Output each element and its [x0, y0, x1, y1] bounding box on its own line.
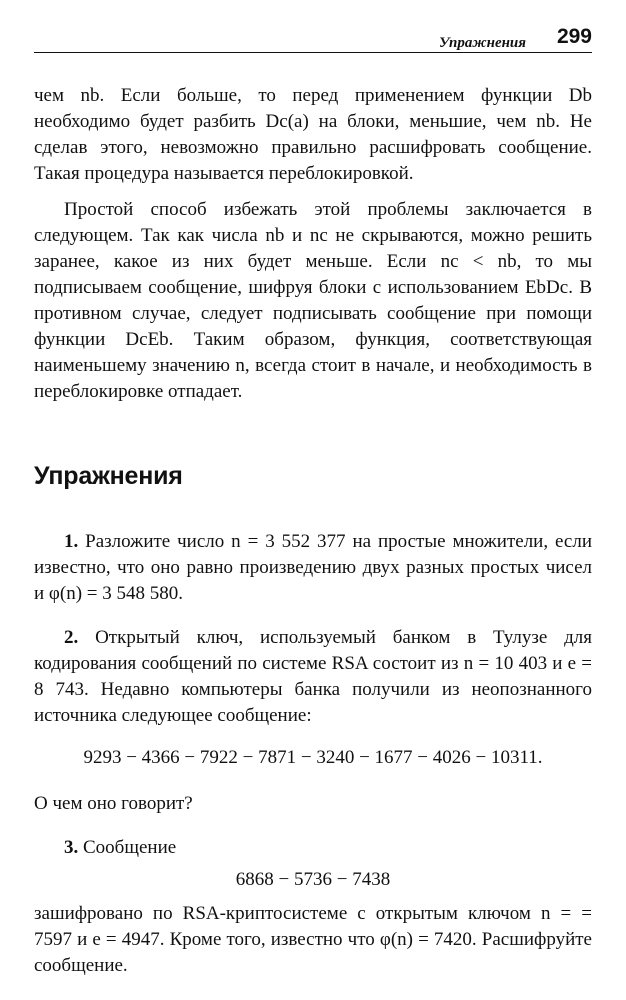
- exercise-3: [34, 835, 592, 861]
- exercise-text: Открытый ключ, используемый банком в Тулузе для кодирования сообщений по системе RSA состоит из n = 10 403 и e = 8 743. Недавно компьютеры банка получили из неопознанного источника следующее сообщение:: [34, 627, 592, 726]
- exercise-2: [34, 625, 592, 729]
- exercise-text: Разложите число n = 3 552 377 на простые множители, если известно, что оно равно произведению двух разных простых чисел и φ(n) = 3 548 580.: [34, 531, 593, 604]
- exercise-3-message: 6868 − 5736 − 7438: [235, 869, 391, 890]
- exercise-3-continuation: зашифровано по RSA-криптосистеме с открытым ключом n = = 7597 и e = 4947. Кроме того, известно что φ(n) = 7420. Расшифруйте сообщение.: [34, 903, 592, 976]
- exercise-text: Сообщение: [83, 837, 177, 858]
- exercise-number: 1.: [64, 531, 79, 552]
- exercise-number: 2.: [64, 627, 79, 648]
- page-body: [34, 83, 592, 979]
- exercise-2-message: 9293 − 4366 − 7922 − 7871 − 3240 − 1677 − 4026 − 10311.: [83, 747, 543, 768]
- page-number: 299: [556, 25, 592, 48]
- exercise-1: [34, 529, 592, 607]
- paragraph-reblocking: чем nb. Если больше, то перед применением функции Db необходимо будет разбить Dc(a) на блоки, меньшие, чем nb. Не сделав этого, невозможно правильно расшифровать сообщение. Такая процедура называется переблокировкой.: [34, 85, 592, 184]
- exercise-number: 3.: [64, 837, 79, 858]
- paragraph-simple-method: Простой способ избежать этой проблемы заключается в следующем. Так как числа nb и nc не скрываются, можно решить заранее, какое из них будет меньше. Если nc < nb, то мы подписываем сообщение, шифруя блоки с использованием EbDc. В противном случае, следует подписывать сообщение при помощи функции DcEb. Таким образом, функция, соответствующая наименьшему значению n, всегда стоит в начале, и необходимость в переблокировке отпадает.: [34, 199, 592, 402]
- running-head-title: Упражнения: [438, 35, 526, 51]
- running-head: [34, 24, 592, 53]
- exercise-2-question: О чем оно говорит?: [34, 793, 193, 814]
- section-title-exercises: Упражнения: [34, 462, 183, 490]
